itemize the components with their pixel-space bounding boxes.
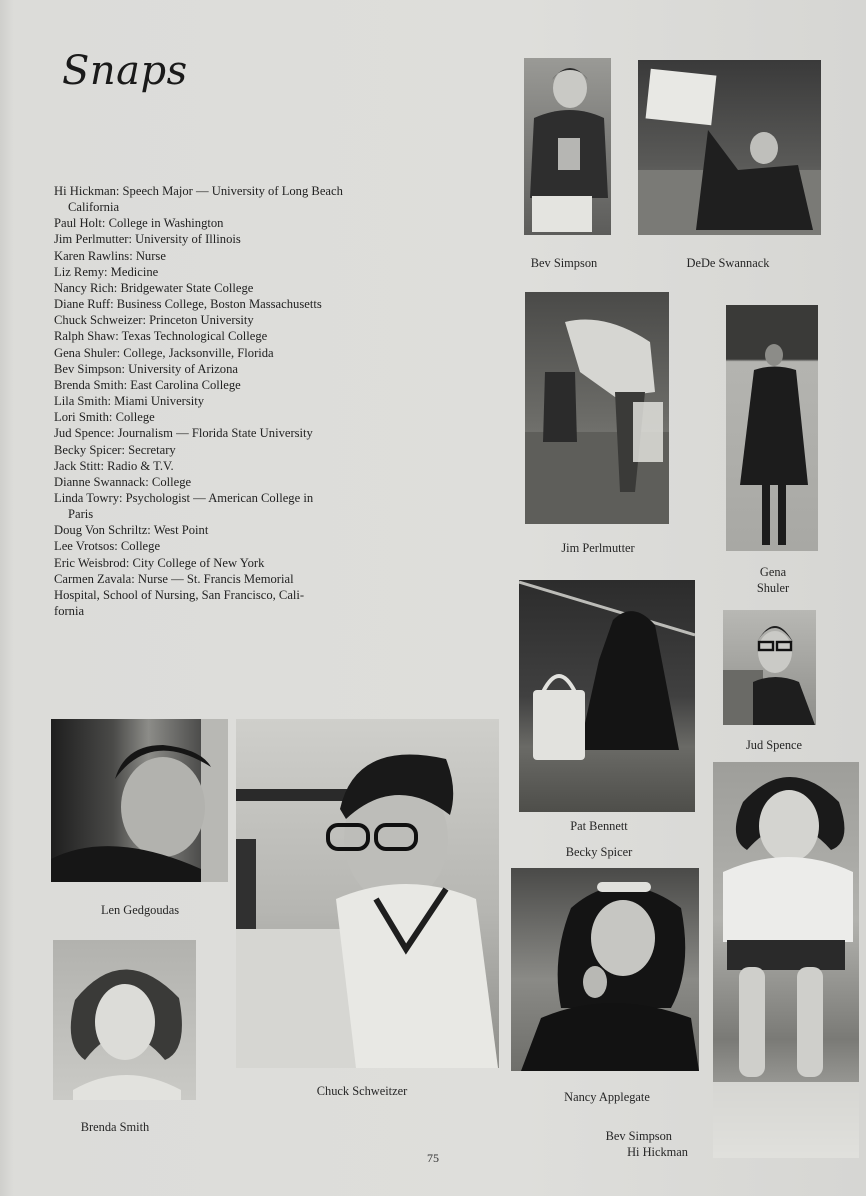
roster-line: Carmen Zavala: Nurse — St. Francis Memorial — [54, 571, 294, 586]
photo-len-gedgoudas — [51, 719, 228, 882]
caption-gena-shuler-line1: Gena — [759, 565, 787, 579]
photo-chuck-schweitzer — [236, 719, 499, 1068]
caption-bev-simpson-top: Bev Simpson — [530, 256, 598, 270]
roster-line: Lori Smith: College — [54, 410, 155, 425]
roster-line: Lee Vrotsos: College — [54, 539, 161, 554]
roster-line: Jack Stitt: Radio & T.V. — [54, 458, 174, 473]
page-number: 75 — [427, 1151, 439, 1165]
roster-entry — [54, 377, 434, 393]
caption-dede-swannack: DeDe Swannack — [686, 256, 770, 270]
roster-line: Bev Simpson: University of Arizona — [54, 361, 238, 376]
caption-becky-spicer: Becky Spicer — [565, 845, 633, 859]
roster-entry — [54, 215, 434, 231]
roster-entry — [54, 522, 434, 538]
roster-entry — [54, 587, 434, 603]
roster-entry — [54, 361, 434, 377]
roster-line: Ralph Shaw: Texas Technological College — [54, 329, 268, 344]
roster-entry — [54, 280, 434, 296]
photo-brenda-smith — [53, 940, 196, 1100]
roster-entry — [54, 425, 434, 441]
roster-entry — [54, 571, 434, 587]
caption-brenda-smith: Brenda Smith — [80, 1120, 150, 1134]
caption-gena-shuler-line2: Shuler — [756, 581, 790, 595]
roster-line: Nancy Rich: Bridgewater State College — [54, 280, 254, 295]
roster-line: Hospital, School of Nursing, San Francisco, Cali- — [54, 587, 305, 602]
roster-line: Becky Spicer: Secretary — [54, 442, 176, 457]
roster-entry — [54, 442, 434, 458]
roster-entry — [54, 393, 434, 409]
roster-line: Hi Hickman: Speech Major — University of Long Beach — [54, 184, 343, 198]
photo-nancy-applegate — [511, 868, 699, 1071]
photo-pat-bennett — [519, 580, 695, 812]
caption-bev-simpson-bottom: Bev Simpson — [605, 1129, 672, 1143]
roster-entry — [54, 490, 434, 522]
caption-hi-hickman: Hi Hickman — [627, 1145, 688, 1159]
roster-entry — [54, 474, 434, 490]
roster-line-continuation: Paris — [68, 507, 94, 522]
roster-entry — [54, 345, 434, 361]
roster-entry — [54, 458, 434, 474]
roster-line: Jim Perlmutter: University of Illinois — [54, 232, 241, 247]
roster-line: Dianne Swannack: College — [54, 474, 192, 489]
roster-entry — [54, 296, 434, 312]
caption-chuck-schweitzer: Chuck Schweitzer — [316, 1084, 408, 1098]
roster-line: Brenda Smith: East Carolina College — [54, 377, 241, 392]
roster-entry — [54, 555, 434, 571]
caption-pat-bennett: Pat Bennett — [570, 819, 628, 833]
photo-jim-perlmutter — [525, 292, 669, 524]
roster-line: Lila Smith: Miami University — [54, 394, 205, 409]
roster-entry — [54, 231, 434, 247]
roster-entry — [54, 409, 434, 425]
roster-line: Chuck Schweizer: Princeton University — [54, 313, 254, 328]
roster-line: Liz Remy: Medicine — [54, 264, 159, 279]
roster-line: fornia — [54, 604, 85, 619]
roster-entry — [54, 183, 434, 215]
roster-entry — [54, 312, 434, 328]
roster-line: Karen Rawlins: Nurse — [54, 248, 166, 263]
roster-entry — [54, 264, 434, 280]
roster-line: Diane Ruff: Business College, Boston Massachusetts — [54, 297, 322, 312]
roster-entry — [54, 538, 434, 554]
roster-entry — [54, 248, 434, 264]
photo-bev-simpson-hi-hickman — [713, 762, 859, 1158]
senior-plans-list — [54, 183, 434, 619]
roster-entry — [54, 328, 434, 344]
photo-jud-spence — [723, 610, 816, 725]
photo-dede-swannack — [638, 60, 821, 235]
caption-nancy-applegate: Nancy Applegate — [564, 1090, 650, 1104]
roster-line: Linda Towry: Psychologist — American College in — [54, 490, 314, 505]
caption-len-gedgoudas: Len Gedgoudas — [100, 903, 180, 917]
photo-bev-simpson-sweater — [524, 58, 611, 235]
page-title: Snaps — [62, 48, 188, 94]
roster-line: Doug Von Schriltz: West Point — [54, 523, 209, 538]
photo-gena-shuler — [726, 305, 818, 551]
roster-entry — [54, 603, 434, 619]
roster-line-continuation: California — [68, 200, 120, 215]
caption-jud-spence: Jud Spence — [745, 738, 803, 752]
roster-line: Eric Weisbrod: City College of New York — [54, 555, 265, 570]
roster-line: Jud Spence: Journalism — Florida State University — [54, 426, 313, 441]
roster-line: Paul Holt: College in Washington — [54, 216, 224, 231]
caption-jim-perlmutter: Jim Perlmutter — [561, 541, 635, 555]
roster-line: Gena Shuler: College, Jacksonville, Florida — [54, 345, 274, 360]
